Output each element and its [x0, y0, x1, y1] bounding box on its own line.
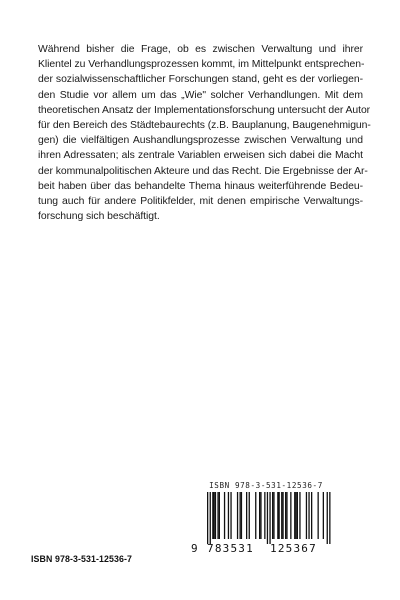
- barcode-bar: [237, 492, 238, 539]
- blurb-line: den Studie vor allem um das „Wie" solcher Verhandlungen. Mit dem: [38, 89, 363, 101]
- barcode-digit-first: 9: [191, 542, 199, 555]
- barcode-bar: [240, 492, 241, 539]
- barcode-bar: [255, 492, 256, 539]
- barcode-guard-bar: [327, 492, 328, 544]
- barcode-bar: [282, 492, 283, 539]
- blurb-line: der kommunalpolitischen Akteure und das Recht. Die Ergebnisse der Ar-: [38, 165, 368, 177]
- barcode-bar: [311, 492, 312, 539]
- barcode-digits-right: 125367: [270, 542, 317, 555]
- barcode-bar: [230, 492, 231, 539]
- barcode-guard-bar: [210, 492, 211, 544]
- blurb-line: gen) die vielfältigen Aushandlungsprozesse zwischen Verwaltung und: [38, 135, 363, 147]
- barcode-isbn-label: ISBN 978-3-531-12536-7: [209, 481, 323, 490]
- barcode-bar: [277, 492, 278, 539]
- isbn-footer: ISBN 978-3-531-12536-7: [31, 554, 132, 564]
- barcode-bar: [249, 492, 250, 539]
- blurb-line: theoretischen Ansatz der Implementationsforschung untersucht der Autor: [38, 104, 371, 116]
- barcode-bar: [212, 492, 213, 539]
- barcode-bar: [214, 492, 215, 539]
- blurb-line: Während bisher die Frage, ob es zwischen Verwaltung und ihrer: [38, 44, 363, 55]
- barcode-bar: [217, 492, 218, 539]
- barcode-bar: [281, 492, 282, 539]
- barcode-bar: [246, 492, 247, 539]
- barcode-bar: [323, 492, 324, 539]
- blurb-line: forschung sich beschäftigt.: [38, 211, 160, 223]
- barcode-bar: [273, 492, 274, 539]
- barcode-bar: [264, 492, 265, 539]
- blurb-line: Klientel zu Verhandlungsprozessen kommt, im Mittelpunkt entsprechen-: [38, 59, 365, 71]
- barcode-bar: [224, 492, 225, 539]
- barcode: [191, 481, 341, 561]
- barcode-bar: [294, 492, 295, 539]
- blurb-line: tung auch für andere Politikfelder, mit denen empirische Verwaltungs-: [38, 195, 363, 207]
- barcode-bar: [219, 492, 220, 539]
- blurb-text: [38, 42, 371, 224]
- barcode-bar: [279, 492, 280, 539]
- barcode-bar: [295, 492, 296, 539]
- barcode-bar: [318, 492, 319, 539]
- barcode-bar: [308, 492, 309, 539]
- blurb-line: ihren Adressaten; als zentrale Variablen erweisen sich dabei die Macht: [38, 150, 363, 162]
- barcode-bar: [299, 492, 300, 539]
- barcode-bar: [260, 492, 261, 539]
- barcode-guard-bar: [269, 492, 270, 544]
- barcode-bar: [241, 492, 242, 539]
- barcode-bar: [286, 492, 287, 539]
- blurb-line: der sozialwissenschaftlicher Forschungen stand, geht es der vorliegen-: [38, 74, 363, 86]
- barcode-digits-left: 783531: [207, 542, 254, 555]
- blurb-line: für den Bereich des Städtebaurechts (z.B. Bauplanung, Baugenehmigun-: [38, 119, 371, 131]
- blurb-line: beit haben über das behandelte Thema hinaus weiterführende Bedeu-: [38, 180, 363, 192]
- barcode-guard-bar: [207, 492, 208, 544]
- barcode-bar: [290, 492, 291, 539]
- barcode-guard-bar: [329, 492, 330, 544]
- barcode-bar: [297, 492, 298, 539]
- barcode-bars: [198, 492, 334, 544]
- barcode-bar: [285, 492, 286, 539]
- barcode-bar: [228, 492, 229, 539]
- barcode-bar: [215, 492, 216, 539]
- barcode-guard-bar: [267, 492, 268, 544]
- barcode-bar: [272, 492, 273, 539]
- barcode-bar: [306, 492, 307, 539]
- barcode-bar: [259, 492, 260, 539]
